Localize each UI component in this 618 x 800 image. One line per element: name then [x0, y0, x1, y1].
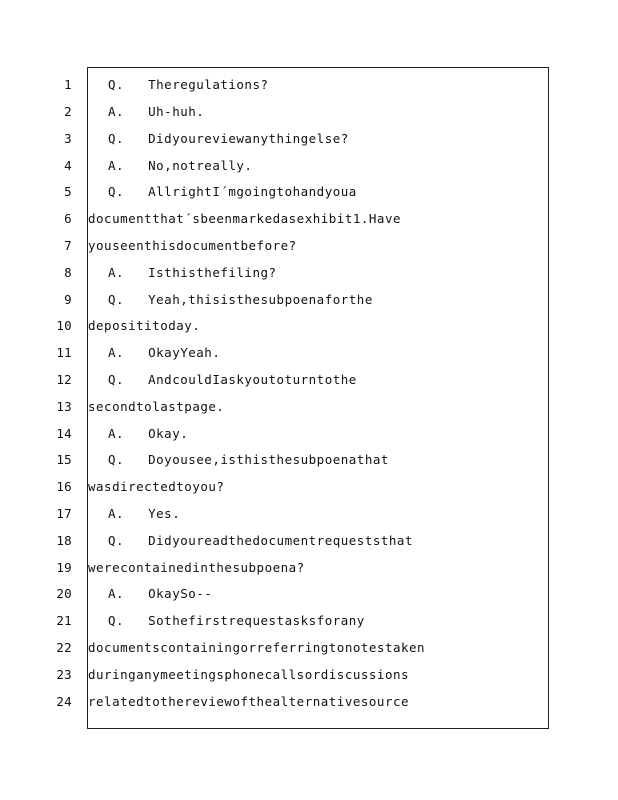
- transcript-line: A. OkaySo--: [108, 586, 213, 601]
- line-number: 7: [64, 238, 72, 253]
- transcript-line: A. No,notreally.: [108, 158, 253, 173]
- transcript-line: Q. Didyoureadthedocumentrequeststhat: [108, 533, 413, 548]
- transcript-line: secondtolastpage.: [88, 399, 225, 414]
- transcript-line: A. OkayYeah.: [108, 345, 221, 360]
- transcript-line: A. Okay.: [108, 426, 189, 441]
- transcript-line: wasdirectedtoyou?: [88, 479, 225, 494]
- line-number: 9: [64, 292, 72, 307]
- transcript-line: documentthat´sbeenmarkedasexhibit1.Have: [88, 211, 401, 226]
- line-number: 4: [64, 158, 72, 173]
- line-number: 11: [56, 345, 72, 360]
- transcript-line: documentscontainingorreferringtonotestaken: [88, 640, 426, 655]
- line-number: 24: [56, 694, 72, 709]
- transcript-line: deposititoday.: [88, 318, 201, 333]
- transcript-line: Q. Yeah,thisisthesubpoenaforthe: [108, 292, 373, 307]
- line-number: 2: [64, 104, 72, 119]
- transcript-line: A. Yes.: [108, 506, 181, 521]
- transcript-line: Q. Didyoureviewanythingelse?: [108, 131, 349, 146]
- line-number: 16: [56, 479, 72, 494]
- transcript-line: Q. Theregulations?: [108, 77, 269, 92]
- transcript-line: Q. Doyousee,isthisthesubpoenathat: [108, 452, 389, 467]
- transcript-line: werecontainedinthesubpoena?: [88, 560, 305, 575]
- line-number: 8: [64, 265, 72, 280]
- line-number: 5: [64, 184, 72, 199]
- line-number: 23: [56, 667, 72, 682]
- line-number: 13: [56, 399, 72, 414]
- transcript-line: A. Isthisthefiling?: [108, 265, 277, 280]
- line-number: 22: [56, 640, 72, 655]
- line-number: 18: [56, 533, 72, 548]
- line-number: 10: [56, 318, 72, 333]
- line-number: 12: [56, 372, 72, 387]
- line-number: 3: [64, 131, 72, 146]
- transcript-line: A. Uh-huh.: [108, 104, 205, 119]
- line-number: 17: [56, 506, 72, 521]
- transcript-line: duringanymeetingsphonecallsordiscussions: [88, 667, 410, 682]
- line-number: 15: [56, 452, 72, 467]
- line-number: 14: [56, 426, 72, 441]
- transcript-line: Q. AllrightI´mgoingtohandyoua: [108, 184, 357, 199]
- line-number: 21: [56, 613, 72, 628]
- transcript-line: Q. AndcouldIaskyoutoturntothe: [108, 372, 357, 387]
- transcript-line: Q. Sothefirstrequestasksforany: [108, 613, 365, 628]
- line-number: 20: [56, 586, 72, 601]
- transcript-line: relatedtothereviewofthealternativesource: [88, 694, 410, 709]
- transcript-line: youseenthisdocumentbefore?: [88, 238, 297, 253]
- line-number: 6: [64, 211, 72, 226]
- line-number: 1: [64, 77, 72, 92]
- line-number: 19: [56, 560, 72, 575]
